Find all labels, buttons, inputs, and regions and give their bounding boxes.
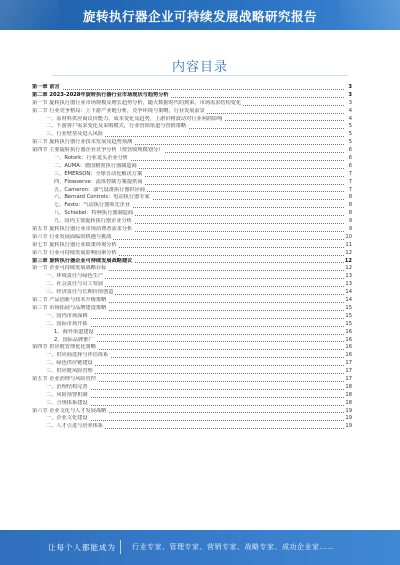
toc-entry-text: 一、治理结构完善 — [46, 383, 88, 390]
toc-entry[interactable] — [32, 384, 352, 392]
table-of-contents — [32, 84, 352, 431]
page-header — [0, 0, 400, 30]
toc-entry[interactable] — [32, 337, 352, 345]
toc-entry-text: 第一节 企业可持续发展战略目标 — [32, 265, 107, 272]
toc-entry-text: 一、Rotork：行业龙头企业分析 — [54, 155, 128, 162]
toc-entry[interactable] — [32, 139, 352, 147]
toc-entry-text: 第五节 企业治理与风险管控 — [32, 375, 96, 382]
toc-entry[interactable] — [32, 100, 352, 108]
toc-entry-page: 17 — [345, 360, 352, 367]
toc-entry-page: 16 — [345, 328, 352, 335]
toc-entry-page: 15 — [345, 312, 352, 319]
toc-entry-text: 一、企业文化建设 — [46, 415, 88, 422]
toc-entry-page: 17 — [345, 375, 352, 382]
toc-entry-page: 5 — [348, 139, 352, 146]
toc-entry-page: 16 — [345, 336, 352, 343]
toc-entry-text: 1、海外渠道建设 — [54, 328, 94, 335]
toc-entry-text: 五、Cameron：油气设备执行器供应商 — [54, 186, 145, 193]
toc-entry-text: 七、Festo：气动执行器领先企业 — [54, 202, 131, 209]
toc-leader-dots — [46, 397, 344, 398]
toc-entry-page: 9 — [348, 218, 352, 225]
toc-leader-dots — [32, 89, 344, 90]
toc-entry[interactable] — [32, 392, 352, 400]
toc-entry-text: 第七节 旋转执行器行业政策环境分析 — [32, 241, 117, 248]
toc-entry-page: 8 — [348, 202, 352, 209]
toc-entry[interactable] — [32, 352, 352, 360]
toc-entry[interactable] — [32, 234, 352, 242]
toc-entry[interactable] — [32, 258, 352, 266]
toc-leader-dots — [46, 389, 344, 390]
toc-entry-text: 三、合规体系建设 — [46, 399, 88, 406]
toc-entry[interactable] — [32, 194, 352, 202]
toc-entry[interactable] — [32, 423, 352, 431]
toc-entry[interactable] — [32, 281, 352, 289]
toc-entry[interactable] — [32, 273, 352, 281]
toc-leader-dots — [54, 334, 344, 335]
toc-entry[interactable] — [32, 360, 352, 368]
toc-entry-text: 第二节 行业竞争格局：上下游产业链分析，竞争环境与策略，行业发展前景 — [32, 107, 205, 114]
toc-entry[interactable] — [32, 187, 352, 195]
toc-entry-text: 一、原材料供应商议价能力、成本变化及趋势，上游价格波动对行业利润影响 — [46, 115, 223, 122]
toc-entry[interactable] — [32, 92, 352, 100]
toc-entry-page: 19 — [345, 407, 352, 414]
toc-leader-dots — [46, 318, 344, 319]
toc-entry[interactable] — [32, 108, 352, 116]
toc-entry-text: 四、Flowserve：流体控制方案提供商 — [54, 178, 143, 185]
toc-entry-page: 9 — [348, 226, 352, 233]
toc-entry[interactable] — [32, 116, 352, 124]
page-footer — [0, 530, 400, 565]
toc-entry[interactable] — [32, 131, 352, 139]
toc-entry-text: 第三节 市场拓展与品牌建设策略 — [32, 304, 107, 311]
toc-entry-text: 一、国内市场深耕 — [46, 312, 88, 319]
toc-entry-text: 第二章 2023-2028年旋转执行器行业市场现状与趋势分析 — [32, 91, 169, 98]
toc-entry[interactable] — [32, 321, 352, 329]
toc-divider — [52, 75, 348, 76]
toc-entry-page: 13 — [345, 273, 352, 280]
toc-entry[interactable] — [32, 329, 352, 337]
toc-entry-page: 4 — [348, 115, 352, 122]
toc-entry[interactable] — [32, 179, 352, 187]
toc-entry-page: 4 — [348, 107, 352, 114]
toc-entry-page: 19 — [345, 415, 352, 422]
toc-leader-dots — [54, 341, 344, 342]
toc-entry-page: 14 — [345, 297, 352, 304]
toc-entry-text: 二、AUMA：德国精密执行器制造商 — [54, 162, 137, 169]
toc-entry-page: 3 — [348, 99, 352, 106]
toc-entry-page: 8 — [348, 194, 352, 201]
toc-entry[interactable] — [32, 171, 352, 179]
toc-entry-page: 19 — [345, 423, 352, 430]
toc-entry[interactable] — [32, 415, 352, 423]
toc-entry-text: 二、社会责任与员工发展 — [46, 281, 104, 288]
toc-entry-page: 3 — [348, 84, 352, 90]
toc-entry[interactable] — [32, 400, 352, 408]
toc-leader-dots — [46, 420, 344, 421]
toc-entry-page: 10 — [345, 233, 352, 240]
toc-entry-text: 八、Schiebel：特种执行器制造商 — [54, 210, 134, 217]
toc-entry-text: 二、绿色供应链建设 — [46, 360, 93, 367]
toc-entry-text: 第一章 前言 — [32, 84, 60, 90]
toc-entry-text: 六、Bernard Controls：电动执行器专家 — [54, 194, 150, 201]
toc-entry[interactable] — [32, 202, 352, 210]
toc-entry[interactable] — [32, 147, 352, 155]
toc-entry-text: 第二节 产品创新与技术升级策略 — [32, 297, 107, 304]
toc-entry[interactable] — [32, 265, 352, 273]
toc-entry-page: 6 — [348, 155, 352, 162]
toc-entry-text: 第一节 旋转执行器行业市场规模及增长趋势分析，随大数据时代的到来，市场需求结构变化 — [32, 99, 242, 106]
toc-entry-text: 第六节 企业文化与人才发展战略 — [32, 407, 107, 414]
toc-entry-page: 16 — [345, 352, 352, 359]
toc-entry-text: 三、行业壁垒及进入风险 — [46, 131, 104, 138]
footer-divider — [120, 540, 121, 554]
toc-entry-page: 5 — [348, 123, 352, 130]
toc-entry-page: 5 — [348, 131, 352, 138]
toc-entry-text: 二、人才引进与培养体系 — [46, 423, 104, 430]
toc-entry[interactable] — [32, 313, 352, 321]
toc-entry-text: 二、风险预警机制 — [46, 391, 88, 398]
toc-entry[interactable] — [32, 368, 352, 376]
toc-entry-text: 九、国内主要旋转执行器企业分析 — [54, 218, 132, 225]
toc-entry[interactable] — [32, 210, 352, 218]
toc-entry-text: 一、供应商选择与评估体系 — [46, 352, 109, 359]
toc-entry-page: 17 — [345, 368, 352, 375]
toc-heading: 内容目录 — [171, 60, 228, 75]
toc-entry-text: 第八节 行业可持续发展影响因素分析 — [32, 249, 117, 256]
footer-slogan: 让每个人都能成为 — [48, 543, 116, 552]
toc-entry-page: 3 — [348, 91, 352, 98]
toc-entry[interactable] — [32, 163, 352, 171]
report-title: 旋转执行器企业可持续发展战略研究报告 — [82, 9, 317, 24]
toc-leader-dots — [46, 326, 344, 327]
toc-entry-page: 16 — [345, 344, 352, 351]
toc-entry[interactable] — [32, 123, 352, 131]
toc-entry[interactable] — [32, 289, 352, 297]
toc-entry-text: 第四节 供应链管理优化策略 — [32, 344, 96, 351]
toc-entry-page: 13 — [345, 281, 352, 288]
toc-entry-page: 14 — [345, 289, 352, 296]
toc-leader-dots — [46, 405, 344, 406]
toc-entry-page: 7 — [348, 170, 352, 177]
toc-entry-page: 6 — [348, 162, 352, 169]
toc-entry[interactable] — [32, 297, 352, 305]
toc-entry-text: 一、环境责任与绿色生产 — [46, 273, 104, 280]
toc-entry-page: 12 — [345, 249, 352, 256]
toc-entry-page: 12 — [345, 265, 352, 272]
toc-entry-text: 第六节 行业发展面临的机遇与挑战 — [32, 233, 112, 240]
toc-entry-text: 第五节 旋转执行器行业市场消费者需求分析 — [32, 226, 133, 233]
toc-entry-text: 三、经济责任与长期价值创造 — [46, 289, 114, 296]
toc-entry-page: 15 — [345, 304, 352, 311]
toc-entry-page: 8 — [348, 210, 352, 217]
toc-entry[interactable] — [32, 226, 352, 234]
toc-entry[interactable] — [32, 344, 352, 352]
toc-entry-text: 三、供应链风险管理 — [46, 368, 93, 375]
toc-entry-page: 18 — [345, 391, 352, 398]
toc-entry[interactable] — [32, 376, 352, 384]
toc-entry[interactable] — [32, 305, 352, 313]
toc-entry-page: 7 — [348, 186, 352, 193]
toc-entry-text: 二、国际市场开拓 — [46, 320, 88, 327]
toc-entry-text: 2、国际品牌推广 — [54, 336, 94, 343]
toc-entry-page: 15 — [345, 320, 352, 327]
footer-tagline: 行业专家、管理专家、营销专家、战略专家、成功企业家…… — [132, 543, 335, 551]
toc-entry-text: 第三章 旋转执行器企业可持续发展战略建议 — [32, 257, 133, 264]
toc-entry-page: 6 — [348, 147, 352, 154]
toc-entry[interactable] — [32, 155, 352, 163]
toc-entry[interactable] — [32, 84, 352, 92]
toc-entry[interactable] — [32, 242, 352, 250]
toc-entry-page: 11 — [345, 241, 352, 248]
toc-entry-page: 18 — [345, 399, 352, 406]
toc-entry-text: 三、EMERSON：全球自动化解决方案 — [54, 170, 143, 177]
toc-entry[interactable] — [32, 250, 352, 258]
toc-entry-text: 第三节 旋转执行器行业技术发展及趋势预测 — [32, 139, 133, 146]
toc-entry-text: 第四节 主要旋转执行器企业竞争分析（按营收规模划分） — [32, 147, 164, 154]
toc-entry[interactable] — [32, 218, 352, 226]
toc-entry-text: 二、下游客户需求变化及采购模式，行业营销渠道与营销策略 — [46, 123, 187, 130]
toc-entry[interactable] — [32, 408, 352, 416]
toc-entry-page: 7 — [348, 178, 352, 185]
toc-entry-page: 12 — [344, 257, 352, 264]
toc-entry-page: 18 — [345, 383, 352, 390]
